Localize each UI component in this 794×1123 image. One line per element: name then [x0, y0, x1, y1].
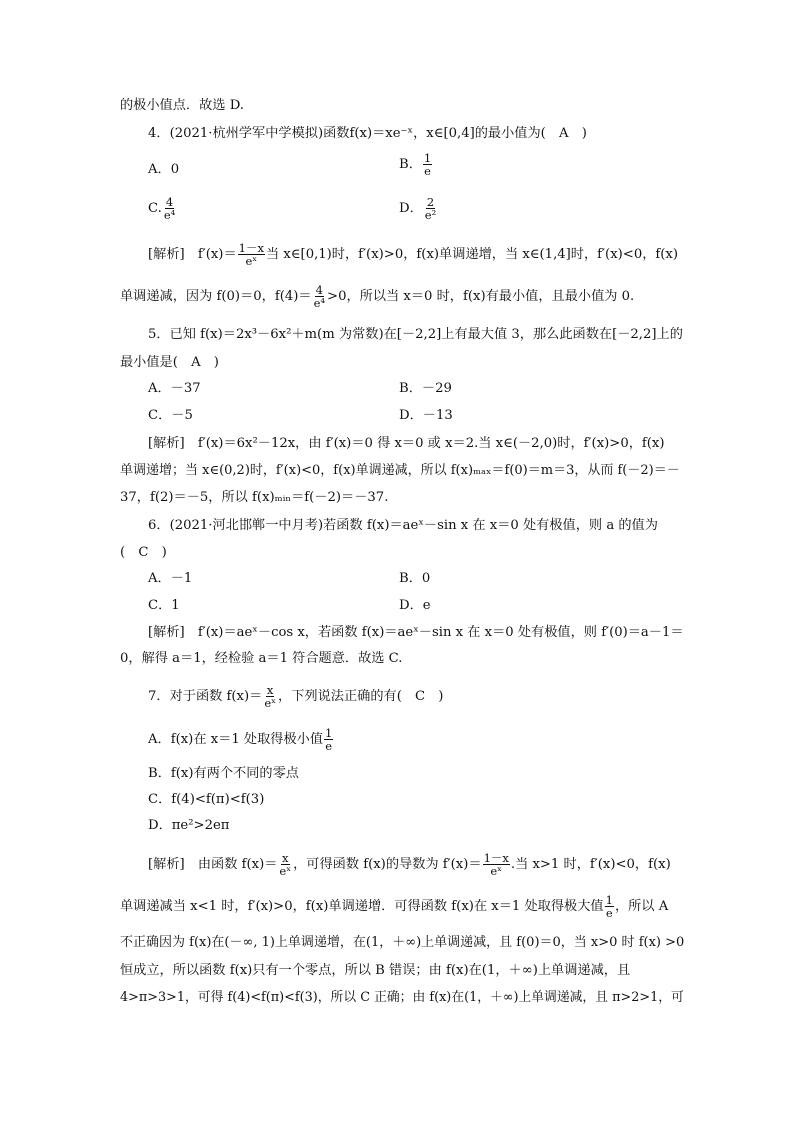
option-b: B． $\frac{1}{e}$	[399, 151, 432, 178]
option-a: A．f(x)在 x＝1 处取得极小值 $\frac{1}{e}$	[148, 726, 333, 753]
question-5-cont: 最小值是( A )	[120, 355, 219, 370]
fraction: $\frac{2}{\text{e²}}$	[424, 195, 437, 222]
solution-line: [解析] f′(x)＝ $\frac{1-x}{\text{eˣ}}$ 当 x∈[0,1)时，f′(x)>0，f(x)单调递增，当 x∈(1,4]时，f′(x)<0，f(x)	[148, 241, 679, 268]
option-d: D．e	[399, 598, 431, 613]
fraction: $\frac{1-x}{\text{eˣ}}$	[238, 241, 264, 268]
fraction: $\frac{x}{\text{eˣ}}$	[279, 851, 292, 878]
option-b: B．－29	[399, 381, 452, 396]
option-a: A．－1	[148, 571, 193, 586]
fraction: $\frac{4}{\text{e⁴}}$	[313, 283, 326, 310]
option-d: D． $\frac{2}{\text{e²}}$	[399, 195, 437, 222]
solution-line: 恒成立，所以函数 f(x)只有一个零点，所以 B 错误；由 f(x)在(1，＋∞)上单调递减，且	[120, 963, 631, 978]
option-a: A．－37	[148, 381, 201, 396]
option-c: C．f(4)<f(π)<f(3)	[148, 792, 265, 807]
option-c: C．1	[148, 598, 180, 613]
solution-line: 不正确因为 f(x)在(－∞, 1)上单调递增，在(1，＋∞)上单调递减，且 f(0)＝0，当 x>0 时 f(x) >0	[120, 935, 685, 950]
fraction: $\frac{1}{e}$	[605, 893, 613, 920]
fraction: $\frac{x}{\text{eˣ}}$	[264, 683, 277, 710]
option-a: A．0	[148, 162, 180, 177]
question-4: 4．(2021·杭州学军中学模拟)函数f(x)＝xe⁻ˣ，x∈[0,4]的最小值为( A )	[148, 126, 587, 141]
fraction: $\frac{1}{e}$	[325, 726, 333, 753]
fraction: $\frac{4}{\text{e⁴}}$	[163, 195, 176, 222]
option-d: D．πe²>2eπ	[148, 818, 230, 833]
solution-line: 单调递减，因为 f(0)＝0，f(4)＝ $\frac{4}{\text{e⁴}}$ >0，所以当 x＝0 时，f(x)有最小值，且最小值为 0.	[120, 283, 635, 310]
solution-line: [解析] f′(x)＝aeˣ－cos x，若函数 f(x)＝aeˣ－sin x 在 x＝0 处有极值，则 f′(0)＝a－1＝	[148, 625, 684, 640]
fraction: $\frac{1}{e}$	[423, 151, 432, 178]
fraction: $\frac{1-x}{\text{eˣ}}$	[483, 851, 509, 878]
solution-line: [解析] f′(x)＝6x²－12x，由 f′(x)＝0 得 x＝0 或 x＝2.当 x∈(－2,0)时，f′(x)>0，f(x)	[148, 436, 665, 451]
solution-line: 37，f(2)＝－5，所以 f(x)ₘᵢₙ＝f(－2)＝－37.	[120, 490, 389, 505]
solution-line: 4>π>3>1，可得 f(4)<f(π)<f(3)，所以 C 正确；由 f(x)在(1，＋∞)上单调递减，且 π>2>1，可	[120, 990, 684, 1005]
option-b: B．f(x)有两个不同的零点	[148, 766, 299, 781]
option-d: D．－13	[399, 408, 453, 423]
solution-line: 单调递增；当 x∈(0,2)时，f′(x)<0，f(x)单调递减，所以 f(x)ₘₐₓ＝f(0)＝m＝3，从而 f(－2)＝－	[120, 463, 680, 478]
option-b: B．0	[399, 571, 431, 586]
solution-line: 单调递减当 x<1 时，f′(x)>0，f(x)单调递增．可得函数 f(x)在 x＝1 处取得极大值 $\frac{1}{e}$ ，所以 A	[120, 893, 669, 920]
option-c: C．－5	[148, 408, 193, 423]
option-c: C. $\frac{4}{\text{e⁴}}$	[148, 195, 176, 222]
question-6: 6．(2021·河北邯郸一中月考)若函数 f(x)＝aeˣ－sin x 在 x＝0 处有极值，则 a 的值为	[148, 518, 658, 533]
solution-line: [解析] 由函数 f(x)＝ $\frac{x}{\text{eˣ}}$ ，可得函数 f(x)的导数为 f′(x)＝ $\frac{1-x}{\text{eˣ}}$ .当 x>1 时，f′(x)<0，f(x)	[148, 851, 671, 878]
question-6-cont: ( C )	[120, 545, 167, 560]
question-5: 5．已知 f(x)＝2x³－6x²＋m(m 为常数)在[－2,2]上有最大值 3，那么此函数在[－2,2]上的	[148, 327, 683, 342]
text-line: 的极小值点．故选 D.	[120, 98, 244, 113]
solution-line: 0，解得 a＝1，经检验 a＝1 符合题意．故选 C.	[120, 651, 403, 666]
question-7: 7．对于函数 f(x)＝ $\frac{x}{\text{eˣ}}$ ，下列说法正确的有( C )	[148, 683, 444, 710]
